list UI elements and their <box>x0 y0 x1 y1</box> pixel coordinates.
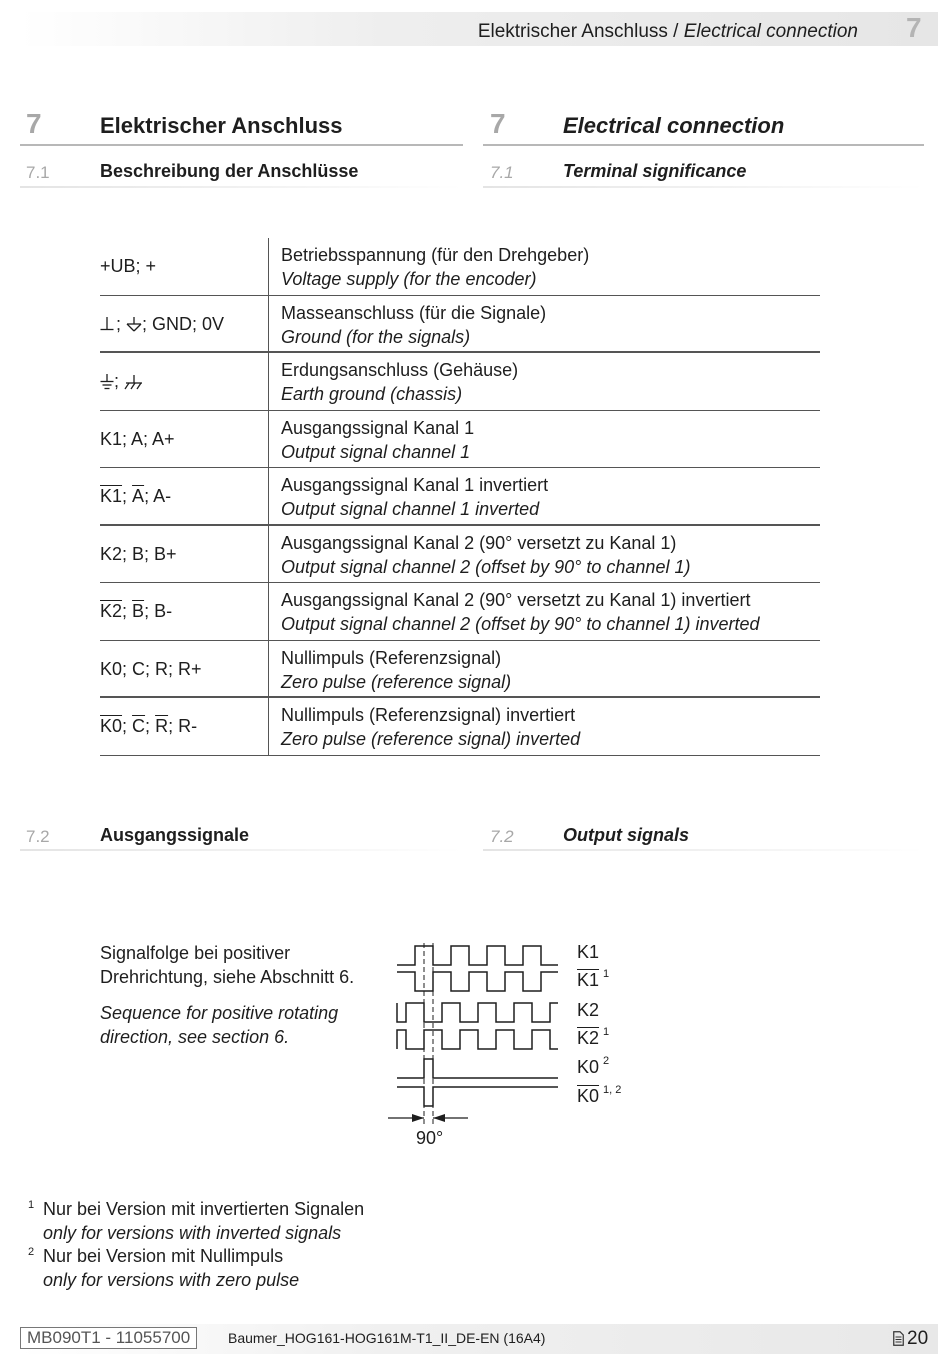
page-number: 20 <box>907 1328 929 1349</box>
table-row <box>100 526 820 584</box>
table-row <box>100 353 820 411</box>
running-header: Elektrischer Anschluss / Electrical connection <box>477 21 858 42</box>
phase-label: 90° <box>416 1128 444 1148</box>
signal-sequence-text-de: Signalfolge bei positiver Drehrichtung, siehe Abschnitt 6. <box>100 943 355 987</box>
terminal-symbol: ; <box>100 353 268 411</box>
section-rule-en <box>483 144 924 146</box>
table-row <box>100 296 820 354</box>
terminal-description-de: Nullimpuls (Referenzsignal) <box>281 647 502 668</box>
subsection-rule-de <box>20 849 463 851</box>
terminal-description-en: Zero pulse (reference signal) inverted <box>281 729 581 749</box>
k1-inverted-waveform <box>397 972 558 991</box>
terminal-description-en: Output signal channel 2 (offset by 90° to channel 1) inverted <box>281 614 760 634</box>
terminal-description <box>281 301 546 349</box>
signal-label-k2: K2 <box>577 1000 600 1020</box>
terminal-symbol: K1; A; A+ <box>100 428 175 449</box>
terminal-description-de: Betriebsspannung (für den Drehgeber) <box>281 245 590 265</box>
document-id: MB090T1 - 11055700 <box>20 1327 197 1349</box>
k0-waveform <box>397 1059 558 1078</box>
terminal-description-de: Ausgangssignal Kanal 2 (90° versetzt zu Kanal 1) <box>281 532 677 553</box>
table-row <box>100 641 820 699</box>
earth-ground-icon <box>100 373 114 391</box>
subsection-title-de: Ausgangssignale <box>100 825 250 845</box>
table-row <box>100 468 820 526</box>
terminal-description <box>281 416 474 464</box>
terminal-symbol: K0 ; $\overline{C}$ ; $\overline{R}$ ; R- <box>100 716 198 737</box>
terminal-symbol: ; ; GND; 0V <box>100 296 268 354</box>
subsection-number-de: 7.2 <box>26 827 50 846</box>
subsection-title-en: Output signals <box>563 825 689 845</box>
chapter-number: 7 <box>906 12 922 43</box>
table-row <box>100 698 820 756</box>
subsection-rule-en <box>483 849 924 851</box>
signal-timing-diagram <box>385 935 570 1150</box>
subsection-rule-de <box>20 186 463 188</box>
row-divider <box>100 755 820 756</box>
terminal-description-de: Ausgangssignal Kanal 1 invertiert <box>281 475 549 495</box>
terminal-symbol: K0; C; R; R+ <box>100 658 202 679</box>
signal-label-k2-inverted: K2 $^1$ <box>577 1026 610 1048</box>
page-icon <box>893 1331 904 1346</box>
k2-inverted-waveform <box>397 1030 558 1049</box>
terminal-symbol: +UB; + <box>100 256 157 277</box>
chassis-ground-icon <box>124 374 144 390</box>
subsection-title-de: Beschreibung der Anschlüsse <box>100 161 359 181</box>
terminal-symbol: K2; B; B+ <box>100 543 177 564</box>
subsection-number-en: 7.2 <box>490 827 514 846</box>
terminal-description <box>281 473 548 521</box>
terminal-description-de: Erdungsanschluss (Gehäuse) <box>281 360 519 380</box>
ground-symbol-text: ; GND; 0V <box>142 313 225 334</box>
signal-label-k0-inverted: K0 $^{1, 2}$ <box>577 1084 622 1106</box>
terminal-description <box>281 588 760 636</box>
footnote-mark: 1 <box>28 1199 35 1211</box>
footnote: Nur bei Version mit invertierten Signalen only for versions with inverted signals <box>43 1199 365 1243</box>
terminal-description-en: Output signal channel 1 <box>281 441 471 462</box>
signal-label-k0: K0 $^2$ <box>577 1055 610 1077</box>
subsection-title-en: Terminal significance <box>563 161 747 181</box>
terminal-description-de: Ausgangssignal Kanal 2 (90° versetzt zu Kanal 1) invertiert <box>281 590 751 610</box>
signal-ground-icon <box>126 316 142 332</box>
terminal-description-en: Output signal channel 1 inverted <box>281 499 540 519</box>
terminal-description-en: Output signal channel 2 (offset by 90° to channel 1) <box>281 556 691 577</box>
section-number-en: 7 <box>490 108 506 139</box>
section-title-en: Electrical connection <box>563 113 785 138</box>
k0-inverted-waveform <box>397 1087 558 1106</box>
terminal-description <box>281 646 511 694</box>
k1-waveform <box>397 946 558 965</box>
subsection-rule-en <box>483 186 924 188</box>
terminal-description-de: Ausgangssignal Kanal 1 <box>281 417 475 438</box>
terminal-symbol: K2 ; $\overline{B}$ ; B- <box>100 601 173 622</box>
subsection-number-en: 7.1 <box>490 163 514 182</box>
terminal-description-en: Ground (for the signals) <box>281 326 471 347</box>
footnote: Nur bei Version mit Nullimpuls only for versions with zero pulse <box>43 1246 300 1290</box>
signal-label-k1-inverted: K1 $^1$ <box>577 968 610 990</box>
signal-label-k1: K1 <box>577 942 600 962</box>
section-title-de: Elektrischer Anschluss <box>100 113 343 138</box>
table-row <box>100 411 820 469</box>
terminal-description <box>281 358 518 406</box>
footnote-mark: 2 <box>28 1246 35 1258</box>
table-row <box>100 583 820 641</box>
terminal-description-en: Earth ground (chassis) <box>281 384 463 404</box>
signal-sequence-text-en: Sequence for positive rotating direction, see section 6. <box>100 1003 339 1047</box>
document-name: Baumer_HOG161-HOG161M-T1_II_DE-EN (16A4) <box>228 1330 546 1346</box>
ground-icon <box>100 316 114 332</box>
table-row <box>100 238 820 296</box>
terminal-description <box>281 703 580 751</box>
terminal-table <box>100 238 820 756</box>
terminal-description-en: Zero pulse (reference signal) <box>281 671 512 692</box>
terminal-description-de: Nullimpuls (Referenzsignal) invertiert <box>281 705 576 725</box>
terminal-description-de: Masseanschluss (für die Signale) <box>281 302 547 323</box>
section-rule-de <box>20 144 463 146</box>
terminal-description <box>281 243 589 291</box>
terminal-symbol: K1 ; $\overline{A}$ ; A- <box>100 486 172 507</box>
terminal-description <box>281 531 690 579</box>
subsection-number-de: 7.1 <box>26 163 50 182</box>
section-number-de: 7 <box>26 108 42 139</box>
terminal-description-en: Voltage supply (for the encoder) <box>281 269 537 289</box>
k2-waveform <box>397 1003 558 1022</box>
